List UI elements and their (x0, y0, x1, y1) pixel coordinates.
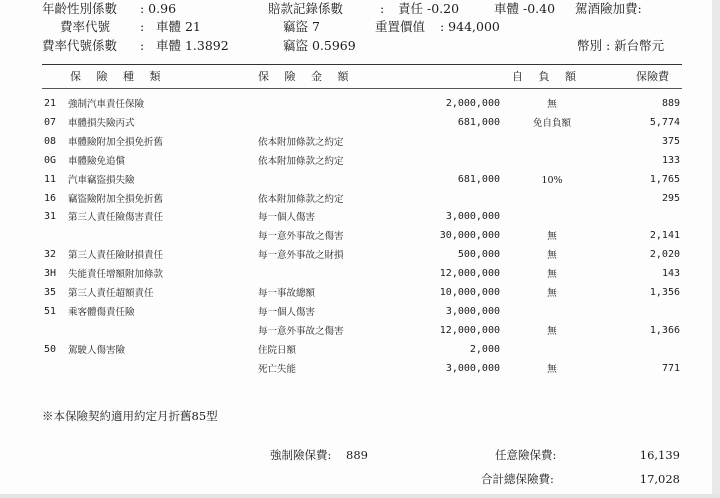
row-description: 住院日額 (258, 345, 297, 356)
drunk-driving-label: 駕酒險加費: (575, 1, 642, 16)
row-code: 50 (44, 344, 57, 355)
currency-label: 幣別 (577, 38, 603, 53)
row-coverage-name: 車體險免追償 (68, 156, 126, 167)
optional-premium-value: 16,139 (639, 448, 680, 462)
row-deductible: 無 (547, 326, 557, 337)
claims-body: 車體 -0.40 (494, 1, 556, 16)
row-code: 3H (44, 268, 57, 279)
row-deductible: 免自負額 (532, 118, 571, 129)
row-insured-amount: 681,000 (457, 174, 500, 185)
column-header-type: 保 險 種 類 (70, 70, 167, 83)
row-deductible: 10% (541, 175, 563, 186)
row-code: 21 (44, 98, 57, 109)
row-premium: 2,020 (649, 249, 680, 260)
vehicle-coef-body: 車體 1.3892 (156, 38, 229, 53)
row-code: 51 (44, 306, 57, 317)
total-premium-value: 17,028 (639, 472, 680, 486)
row-premium: 5,774 (649, 117, 680, 128)
age-sex-label: 年齡性別係數 (42, 1, 118, 16)
row-description: 依本附加條款之約定 (258, 156, 344, 167)
row-insured-amount: 2,000,000 (445, 98, 500, 109)
page-edge-shadow (712, 0, 720, 498)
row-description: 死亡失能 (258, 364, 297, 375)
row-coverage-name: 乘客體傷責任險 (68, 307, 135, 318)
row-coverage-name: 駕駛人傷害險 (68, 345, 126, 356)
row-deductible: 無 (547, 99, 557, 110)
row-description: 每一意外事故之傷害 (258, 231, 344, 242)
row-coverage-name: 車體損失險丙式 (68, 118, 135, 129)
row-insured-amount: 30,000,000 (439, 230, 500, 241)
row-code: 35 (44, 287, 57, 298)
age-sex-value: : 0.96 (140, 1, 177, 16)
vehicle-coef-theft: 竊盜 0.5969 (283, 38, 356, 53)
row-insured-amount: 3,000,000 (445, 211, 500, 222)
row-coverage-name: 失能責任增額附加條款 (68, 269, 164, 280)
claims-liability: 責任 -0.20 (398, 1, 460, 16)
row-description: 每一意外事故之傷害 (258, 326, 344, 337)
row-description: 每一事故總額 (258, 288, 316, 299)
header-bottom-rule (42, 88, 682, 89)
optional-premium-label: 任意險保費: (495, 448, 557, 462)
page-bottom-edge (0, 494, 720, 498)
row-insured-amount: 2,000 (469, 344, 500, 355)
row-code: 31 (44, 211, 57, 222)
vehicle-code-sep: : (140, 19, 145, 34)
row-premium: 771 (661, 363, 680, 374)
row-premium: 1,356 (649, 287, 680, 298)
row-premium: 1,366 (649, 325, 680, 336)
vehicle-code-theft: 竊盜 7 (283, 19, 320, 34)
row-deductible: 無 (547, 269, 557, 280)
row-description: 依本附加條款之約定 (258, 137, 344, 148)
row-premium: 1,765 (649, 174, 680, 185)
row-insured-amount: 681,000 (457, 117, 500, 128)
row-code: 11 (44, 174, 57, 185)
row-insured-amount: 3,000,000 (445, 363, 500, 374)
row-coverage-name: 第三人責任險傷害責任 (68, 212, 164, 223)
row-deductible: 無 (547, 364, 557, 375)
row-premium: 889 (661, 98, 680, 109)
row-deductible: 無 (547, 288, 557, 299)
row-insured-amount: 12,000,000 (439, 325, 500, 336)
row-coverage-name: 強制汽車責任保險 (68, 99, 145, 110)
row-deductible: 無 (547, 231, 557, 242)
row-insured-amount: 10,000,000 (439, 287, 500, 298)
column-header-deductible: 自 負 額 (512, 70, 582, 83)
column-header-amount: 保 險 金 額 (258, 70, 355, 83)
depreciation-note: ※本保險契約適用約定月折舊85型 (42, 409, 218, 423)
claims-sep: : (380, 1, 385, 16)
row-insured-amount: 3,000,000 (445, 306, 500, 317)
row-description: 每一個人傷害 (258, 212, 316, 223)
vehicle-code-label: 費率代號 (60, 19, 111, 34)
row-premium: 143 (661, 268, 680, 279)
vehicle-coef-sep: : (140, 38, 145, 53)
row-coverage-name: 第三人責任險財損責任 (68, 250, 164, 261)
row-code: 0G (44, 155, 57, 166)
replacement-label: 重置價值 (375, 19, 426, 34)
row-premium: 295 (661, 193, 680, 204)
vehicle-code-body: 車體 21 (156, 19, 201, 34)
row-coverage-name: 車體險附加全損免折舊 (68, 137, 164, 148)
row-coverage-name: 竊盜險附加全損免折舊 (68, 194, 164, 205)
row-description: 依本附加條款之約定 (258, 194, 344, 205)
total-premium-label: 合計總保險費: (481, 472, 554, 486)
row-code: 08 (44, 136, 57, 147)
row-code: 16 (44, 193, 57, 204)
row-premium: 2,141 (649, 230, 680, 241)
row-code: 07 (44, 117, 57, 128)
row-deductible: 無 (547, 250, 557, 261)
compulsory-premium-label: 強制險保費: (270, 448, 332, 462)
row-description: 每一意外事故之財損 (258, 250, 344, 261)
row-coverage-name: 汽車竊盜損失險 (68, 175, 135, 186)
column-header-premium: 保險費 (636, 70, 669, 83)
currency-value: : 新台幣元 (606, 38, 665, 53)
row-description: 每一個人傷害 (258, 307, 316, 318)
vehicle-coef-label: 費率代號係數 (42, 38, 118, 53)
replacement-value: : 944,000 (440, 19, 500, 34)
row-coverage-name: 第三人責任超額責任 (68, 288, 154, 299)
header-top-rule (42, 64, 682, 65)
row-insured-amount: 12,000,000 (439, 268, 500, 279)
row-insured-amount: 500,000 (457, 249, 500, 260)
claims-label: 賠款記錄係數 (268, 1, 344, 16)
row-premium: 133 (661, 155, 680, 166)
compulsory-premium-value: 889 (346, 448, 368, 462)
row-code: 32 (44, 249, 57, 260)
row-premium: 375 (661, 136, 680, 147)
